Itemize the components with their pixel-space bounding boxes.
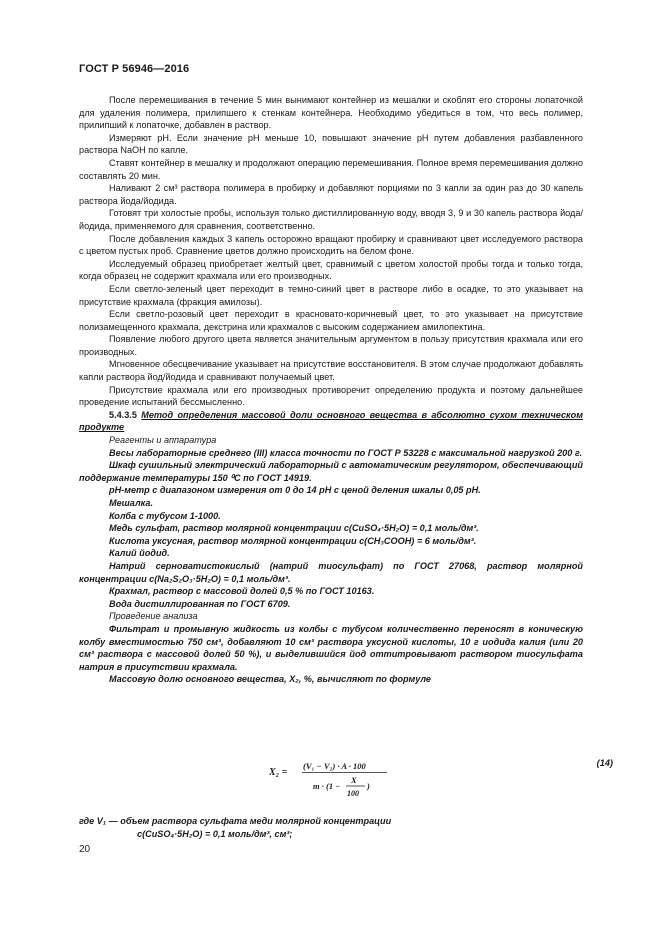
formula-svg xyxy=(269,755,469,801)
body-text xyxy=(79,94,583,686)
where-line: где V₁ — объем раствора сульфата меди молярной концентрации xyxy=(79,816,392,826)
formula-denominator-prefix: m · (1 − xyxy=(313,781,341,791)
variable-definitions xyxy=(79,815,583,840)
reagent-item: Мешалка. xyxy=(109,498,153,508)
formula xyxy=(269,755,469,803)
paragraph: Наливают 2 см³ раствора полимера в пробирку и добавляют порциями по 3 капли за один раз до 30 капель раствора йода/йодида. xyxy=(79,183,583,206)
reagent-item: Натрий серноватистокислый (натрий тиосульфат) по ГОСТ 27068, раствор молярной концентрации с(Na₂S₂O₃·5H₂O) = 0,1 моль/дм³. xyxy=(79,560,583,584)
reagent-item: Шкаф сушильный электрический лабораторный с автоматическим регулятором, обеспечивающий поддержание температуры 150 ⁰С по ГОСТ 14919. xyxy=(79,460,583,483)
paragraph: Измеряют рН. Если значение рН меньше 10, повышают значение рН путем добавления разбавленного раствора NaOH по капле. xyxy=(79,132,583,156)
reagent-item: Весы лабораторные среднего (III) класса точности по ГОСТ Р 53228 с максимальной нагрузкой 200 г. xyxy=(109,447,583,458)
analysis-heading: Проведение анализа xyxy=(109,611,198,622)
section-number: 5.4.3.5 xyxy=(109,409,137,420)
analysis-paragraph: Фильтрат и промывную жидкость из колбы с тубусом количественно переносят в коническую колбу вместимостью 750 см³, добавляют 10 см³ раствора уксусной кислоты, 10 г иодида калия (или 20 см³ раствора с массовой долей 50 %), и выделившийся йод оттитровывают раствором тиосульфата натрия в присутствии крахмала. xyxy=(79,623,583,672)
reagent-item: Калий йодид. xyxy=(109,548,170,559)
section-heading xyxy=(79,409,583,434)
paragraph: Присутствие крахмала или его производных противоречит определению продукта и поэтому дальнейшее проведение испытаний бессмысленно. xyxy=(79,384,583,408)
formula-denominator-suffix: ) xyxy=(367,781,370,791)
paragraph: Если светло-зеленый цвет переходит в темно-синий цвет в растворе либо в осадке, то это указывает на присутствие крахмала (фракция амилозы). xyxy=(79,283,583,307)
analysis-paragraph: Массовую долю основного вещества, X₂, %, вычисляют по формуле xyxy=(109,674,431,685)
formula-numerator: (V₁ − V₂) · A · 100 xyxy=(303,761,366,771)
formula-block xyxy=(79,755,613,805)
paragraph: После перемешивания в течение 5 мин вынимают контейнер из мешалки и скоблят его стороны лопаточкой для удаления полимера, прилипшего к стенкам контейнера. Необходимо убедиться в том, что весь полимер, прилипший к лопаточке, добавлен в раствор. xyxy=(79,95,583,131)
where-line: с(CuSO₄·5H₂O) = 0,1 моль/дм³, см³; xyxy=(137,828,293,839)
formula-inner-numerator: X xyxy=(351,775,357,785)
reagent-item: Вода дистиллированная по ГОСТ 6709. xyxy=(109,598,291,609)
reagent-item: Колба с тубусом 1-1000. xyxy=(109,510,221,521)
section-title: Метод определения массовой доли основного вещества в абсолютно сухом техническом продукте xyxy=(79,409,583,433)
paragraph: Если светло-розовый цвет переходит в красновато-коричневый цвет, то это указывает на присутствие полизамещенного крахмала, декстрина или крахмалов с высоким содержанием амилопектина. xyxy=(79,309,583,332)
paragraph: После добавления каждых 3 капель осторожно вращают пробирку и сравнивают цвет исследуемого раствора с цветом пустых проб. Сравнение цветов должно происходить на белом фоне. xyxy=(79,233,583,257)
paragraph: Появление любого другого цвета является значительным аргументом в пользу присутствия крахмала или его производных. xyxy=(79,334,583,357)
reagent-item: Медь сульфат, раствор молярной концентрации с(CuSO₄·5H₂O) = 0,1 моль/дм³. xyxy=(109,523,479,534)
equation-number: (14) xyxy=(596,758,613,768)
formula-lhs: X₂ = xyxy=(269,767,288,778)
paragraph: Исследуемый образец приобретает желтый цвет, сравнимый с цветом холостой пробы тогда и только тогда, когда образец не содержит крахмала или его производных. xyxy=(79,258,583,282)
reagent-item: Крахмал, раствор с массовой долей 0,5 % по ГОСТ 10163. xyxy=(109,586,375,597)
paragraph: Готовят три холостые пробы, используя только дистиллированную воду, вводя 3, 9 и 30 капель раствора йода/йодида, применяемого для сравнения, соответственно. xyxy=(79,208,583,231)
paragraph: Мгновенное обесцвечивание указывает на присутствие восстановителя. В этом случае продолжают добавлять капли раствора йод/йодида и сравнивают получаемый цвет. xyxy=(79,359,583,383)
reagents-heading: Реагенты и аппаратура xyxy=(109,435,217,446)
standard-header: ГОСТ Р 56946—2016 xyxy=(79,63,190,75)
reagent-item: Кислота уксусная, раствор молярной концентрации с(CH₃COOH) = 6 моль/дм³. xyxy=(109,535,477,546)
reagent-item: рН-метр с диапазоном измерения от 0 до 14 рН с ценой деления шкалы 0,05 рН. xyxy=(109,485,481,496)
page-number: 20 xyxy=(79,844,91,855)
paragraph: Ставят контейнер в мешалку и продолжают операцию перемешивания. Полное время перемешивания должно составлять 20 мин. xyxy=(79,157,583,181)
formula-inner-denominator: 100 xyxy=(347,789,359,798)
